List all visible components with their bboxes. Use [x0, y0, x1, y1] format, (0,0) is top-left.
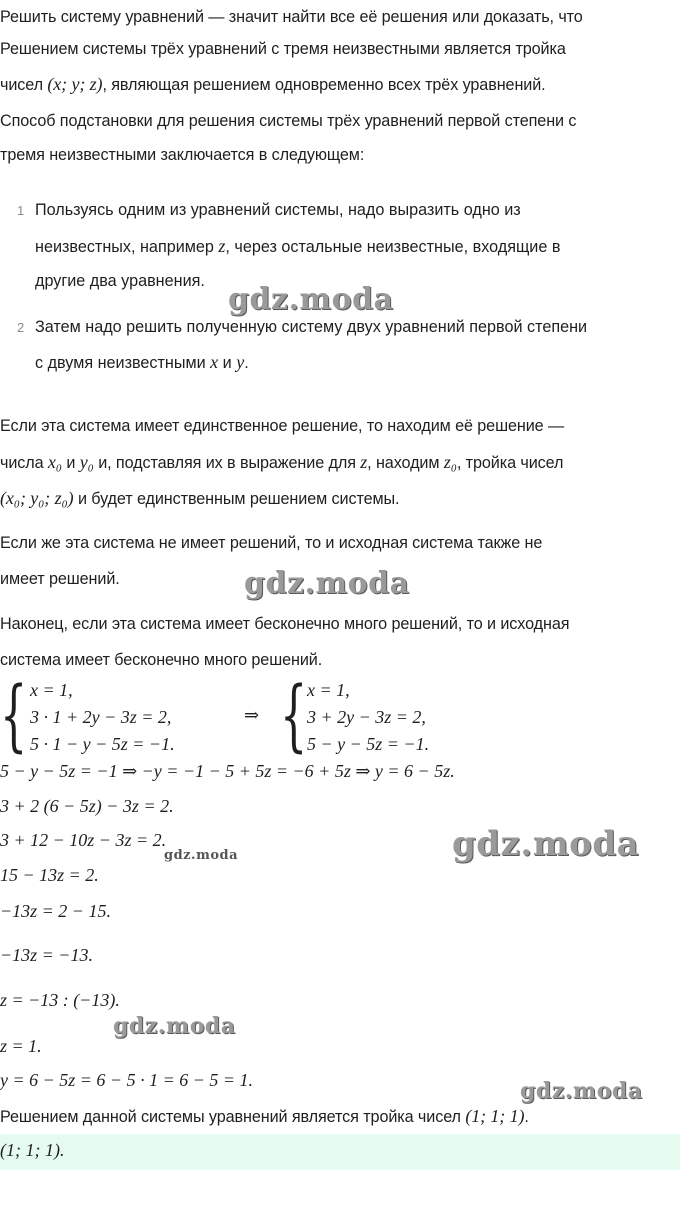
derivation-line-1: 5 − y − 5z = −1 ⇒ −y = −1 − 5 + 5z = −6 + 5z ⇒ y = 6 − 5z. [0, 761, 455, 781]
derivation-line-5: −13z = 2 − 15. [0, 901, 111, 921]
watermark-3: gdz.moda [452, 824, 640, 864]
intro-line-1: Решить систему уравнений — значит найти все её решения или доказать, что [0, 8, 583, 26]
system-right-eq-3: 5 − y − 5z = −1. [307, 734, 430, 754]
watermark-2: gdz.moda [244, 566, 410, 601]
para3-line-2: система имеет бесконечно много решений. [0, 651, 323, 669]
derivation-line-2: 3 + 2 (6 − 5z) − 3z = 2. [0, 796, 174, 816]
intro-line-2: Решением системы трёх уравнений с тремя неизвестными является тройка [0, 40, 566, 58]
system-left [30, 677, 175, 758]
intro-line-5: тремя неизвестными заключается в следующем: [0, 146, 365, 164]
system-left-eq-3: 5 · 1 − y − 5z = −1. [30, 734, 175, 754]
system-right-eq-1: x = 1, [307, 680, 350, 700]
derivation-line-9: y = 6 − 5z = 6 − 5 · 1 = 6 − 5 = 1. [0, 1070, 254, 1090]
step-2-line-1: Затем надо решить полученную систему двух уравнений первой степени [35, 318, 588, 336]
para1-line-2: числа x₀ и y₀ и, подставляя их в выражение для z, находим z₀, тройка чисел [0, 452, 564, 472]
system-right-eq-2: 3 + 2y − 3z = 2, [307, 707, 426, 727]
left-brace: { [0, 671, 28, 761]
derivation-line-7: z = −13 : (−13). [0, 990, 120, 1010]
para3-line-1: Наконец, если эта система имеет бесконечно много решений, то и исходная [0, 615, 570, 633]
watermark-4: gdz.moda [164, 848, 239, 863]
step-1-line-3: другие два уравнения. [35, 272, 205, 290]
step-2-line-2: с двумя неизвестными x и y. [35, 352, 249, 372]
intro-line-3: чисел (x; y; z), являющая решением одновременно всех трёх уравнений. [0, 74, 546, 94]
system-right [307, 677, 429, 758]
step-1-number: 1 [17, 203, 25, 218]
system-left-eq-1: x = 1, [30, 680, 73, 700]
triple-xyz: (x; y; z) [47, 74, 103, 94]
answer-box [0, 1134, 680, 1170]
para1-line-1: Если эта система имеет единственное решение, то находим её решение — [0, 417, 565, 435]
right-brace: { [280, 671, 308, 761]
implies-arrow: ⇒ [244, 705, 260, 725]
step-1-line-1: Пользуясь одним из уравнений системы, надо выразить одно из [35, 201, 521, 219]
step-1-line-2: неизвестных, например z, через остальные неизвестные, входящие в [35, 236, 561, 256]
para2-line-1: Если же эта система не имеет решений, то и исходная система также не [0, 534, 543, 552]
para1-line-3: (x₀; y₀; z₀) и будет единственным решением системы. [0, 488, 400, 508]
derivation-line-6: −13z = −13. [0, 945, 93, 965]
system-left-eq-2: 3 · 1 + 2y − 3z = 2, [30, 707, 172, 727]
derivation-line-4: 15 − 13z = 2. [0, 865, 99, 885]
intro-line-4: Способ подстановки для решения системы трёх уравнений первой степени с [0, 112, 577, 130]
answer-value: (1; 1; 1). [0, 1140, 65, 1160]
watermark-5: gdz.moda [113, 1013, 236, 1039]
step-2-number: 2 [17, 320, 25, 335]
derivation-line-3: 3 + 12 − 10z − 3z = 2. [0, 830, 167, 850]
watermark-1: gdz.moda [228, 282, 394, 317]
conclusion: Решением данной системы уравнений является тройка чисел (1; 1; 1). [0, 1106, 529, 1126]
watermark-6: gdz.moda [520, 1078, 643, 1104]
para2-line-2: имеет решений. [0, 570, 120, 588]
derivation-line-8: z = 1. [0, 1036, 42, 1056]
